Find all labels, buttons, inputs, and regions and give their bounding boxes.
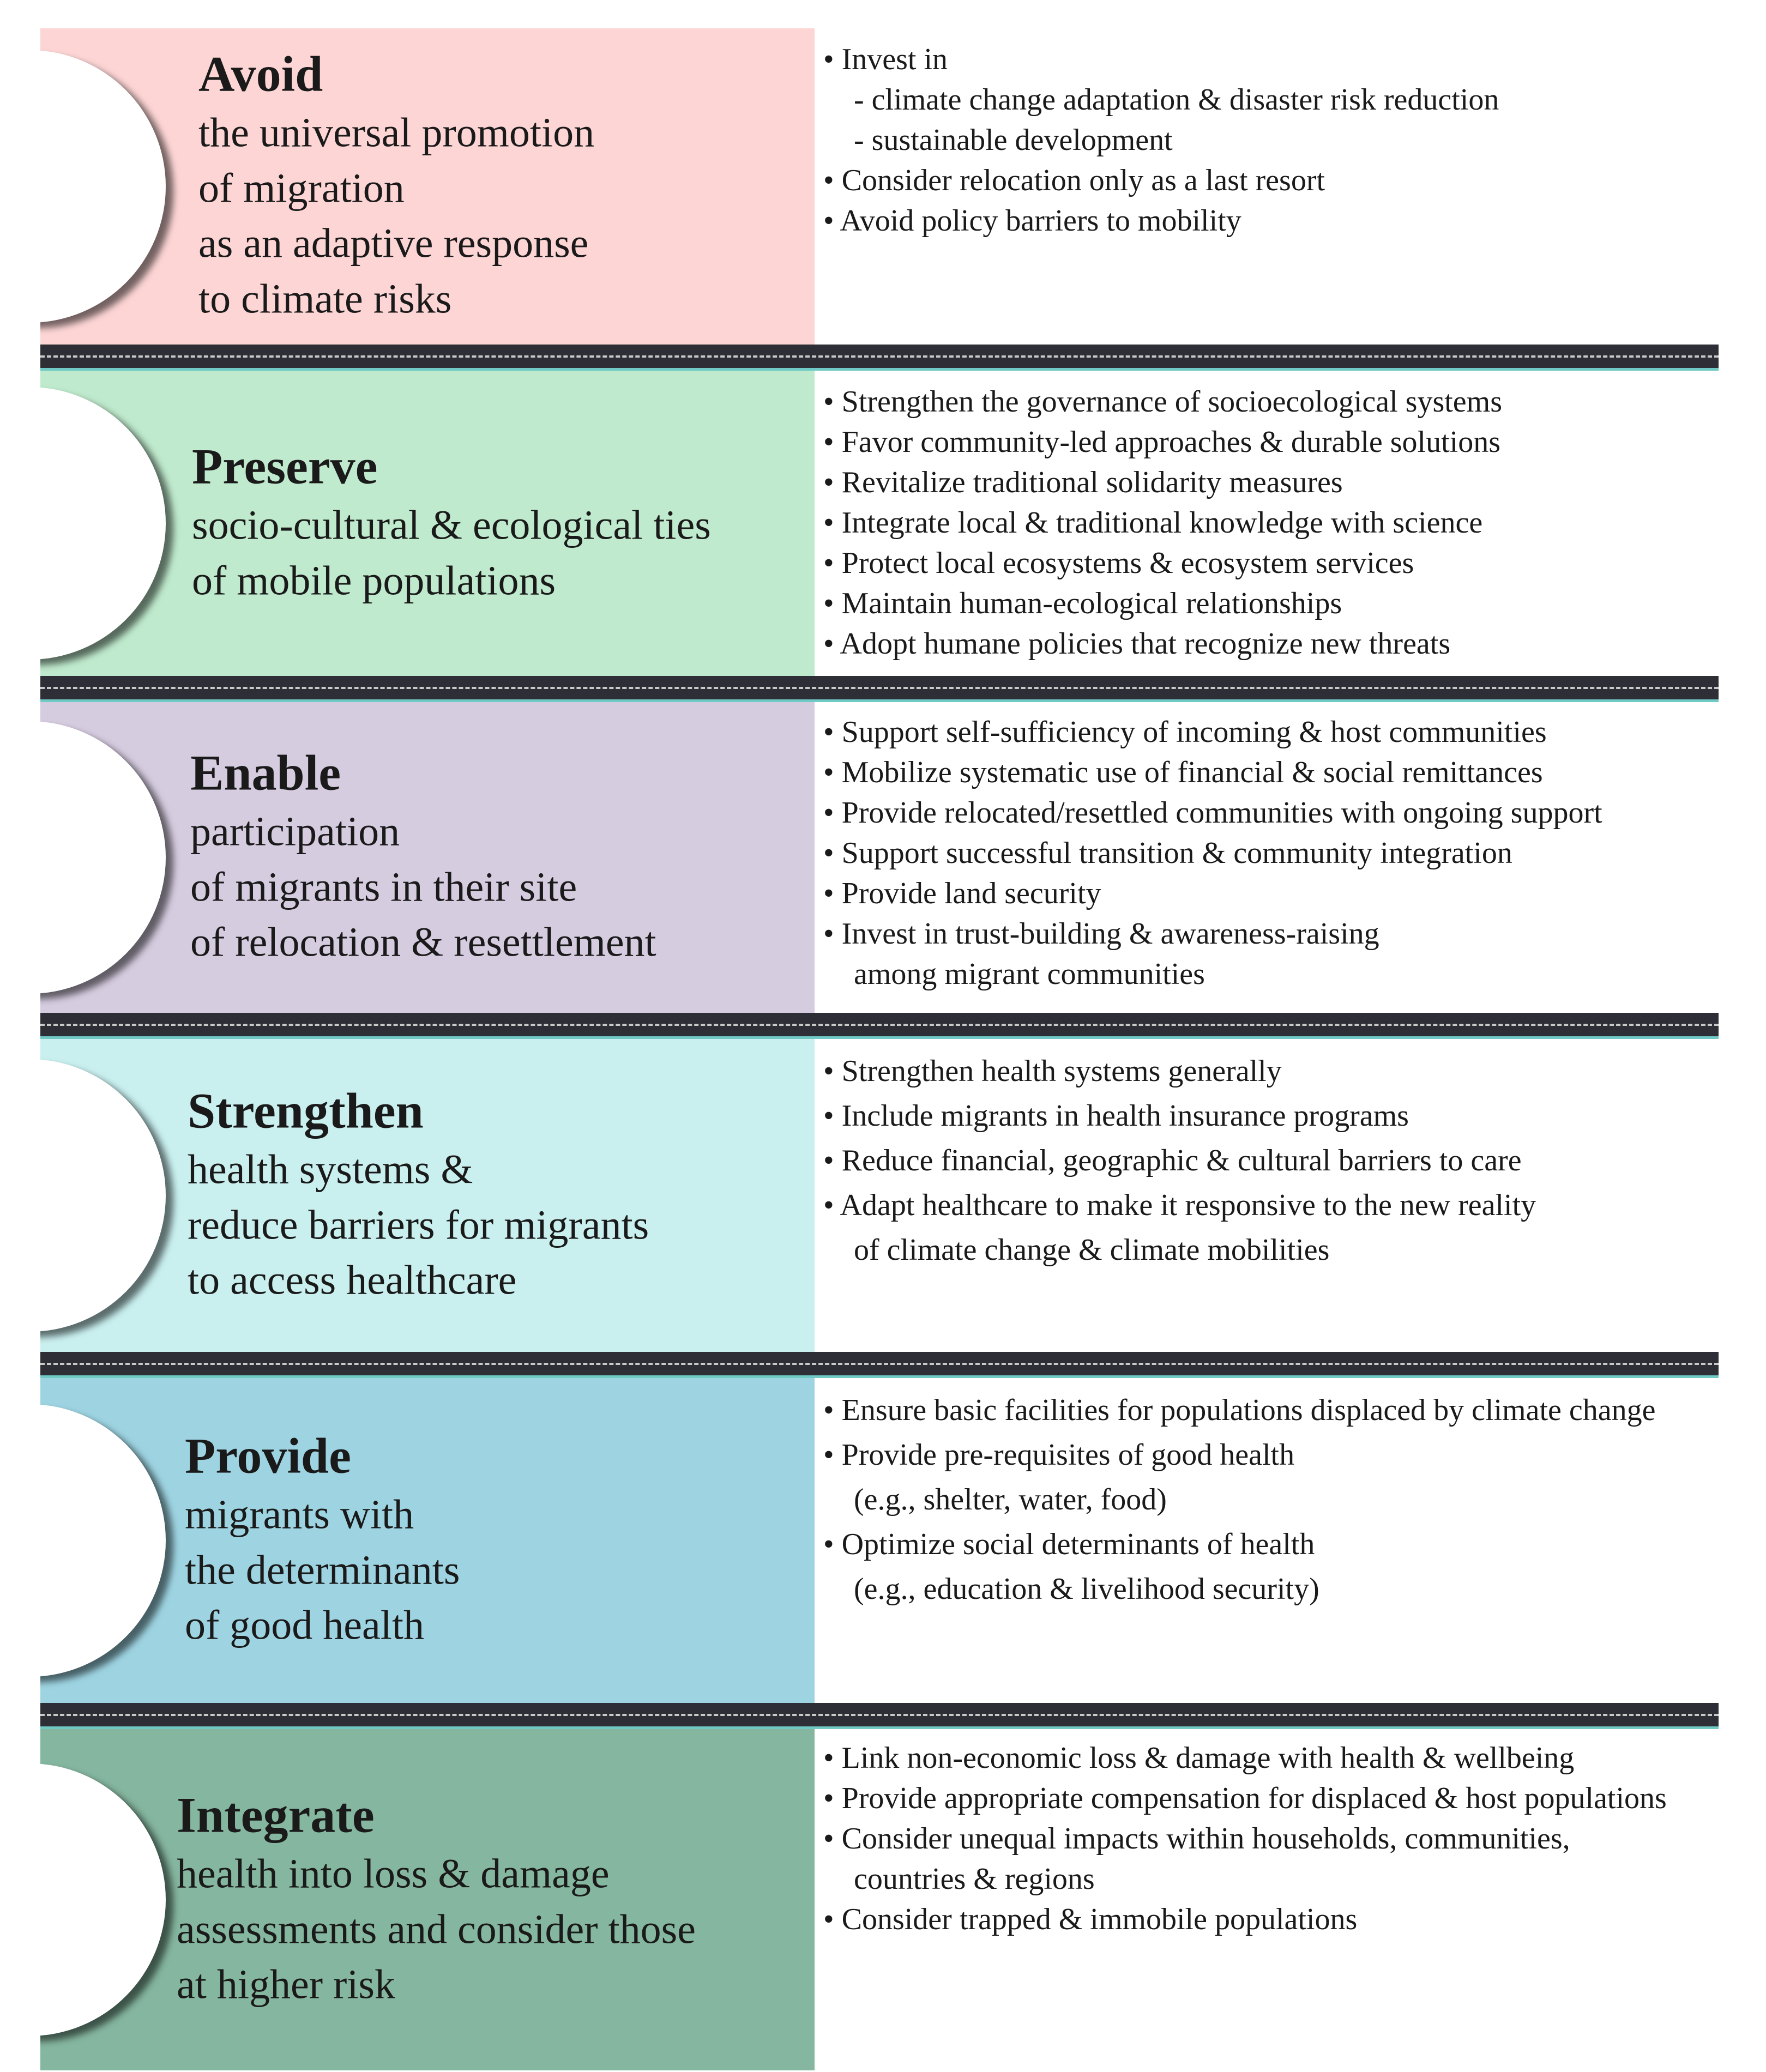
bullet-item: • Consider trapped & immobile populations xyxy=(823,1902,1358,1936)
bullet-item: • Reduce financial, geographic & cultural barriers to care xyxy=(823,1144,1522,1177)
label-preserve xyxy=(192,438,793,608)
subtitle-line: of migration xyxy=(198,165,405,212)
divider xyxy=(40,345,1719,371)
bullet-item: • Consider relocation only as a last resort xyxy=(823,164,1325,197)
panel-strengthen xyxy=(40,1039,815,1352)
bullet-item: • Strengthen the governance of socioecological systems xyxy=(823,385,1503,419)
bullet-item: • Provide relocated/resettled communities with ongoing support xyxy=(823,796,1602,830)
bullet-item: • Link non-economic loss & damage with health & wellbeing xyxy=(823,1741,1575,1775)
bullet-item: • Provide land security xyxy=(823,877,1101,910)
bullet-continuation: among migrant communities xyxy=(854,957,1205,991)
panel-avoid xyxy=(40,28,815,345)
half-circle-icon xyxy=(40,50,166,323)
bullet-continuation: countries & regions xyxy=(854,1862,1095,1896)
subtitle-line: at higher risk xyxy=(177,1961,396,2008)
bullet-item: • Adopt humane policies that recognize new threats xyxy=(823,627,1451,661)
bullet-item: • Invest in trust-building & awareness-raising xyxy=(823,917,1379,951)
bullet-item: • Invest in xyxy=(823,43,948,76)
bullets-strengthen xyxy=(815,1039,1719,1352)
row-strengthen xyxy=(40,1039,1719,1352)
label-integrate xyxy=(177,1786,793,2013)
row-title: Preserve xyxy=(192,438,378,494)
row-title: Integrate xyxy=(177,1787,375,1843)
bullet-item: • Strengthen health systems generally xyxy=(823,1054,1282,1088)
subtitle-line: health systems & xyxy=(188,1146,473,1193)
half-circle-icon xyxy=(40,1404,166,1677)
bullet-continuation: (e.g., education & livelihood security) xyxy=(854,1572,1319,1606)
label-avoid xyxy=(198,45,793,327)
subtitle-line: as an adaptive response xyxy=(198,220,589,267)
row-provide xyxy=(40,1378,1719,1703)
panel-integrate xyxy=(40,1729,815,2070)
row-subtitle xyxy=(185,1487,793,1653)
bullets-preserve xyxy=(815,371,1719,676)
panel-provide xyxy=(40,1378,815,1703)
half-circle-icon xyxy=(40,1763,166,2036)
row-avoid xyxy=(40,28,1719,345)
subtitle-line: the determinants xyxy=(185,1547,460,1593)
bullet-item: • Avoid policy barriers to mobility xyxy=(823,204,1241,238)
subtitle-line: of relocation & resettlement xyxy=(190,919,656,965)
divider xyxy=(40,1352,1719,1378)
bullet-continuation: (e.g., shelter, water, food) xyxy=(854,1483,1167,1517)
bullet-item: • Mobilize systematic use of financial & social remittances xyxy=(823,756,1543,789)
bullet-item: • Provide pre-requisites of good health xyxy=(823,1438,1295,1472)
bullet-item: • Favor community-led approaches & durable solutions xyxy=(823,425,1501,459)
half-circle-icon xyxy=(40,1059,166,1332)
row-title: Enable xyxy=(190,745,341,801)
half-circle-icon xyxy=(40,721,166,994)
subtitle-line: of good health xyxy=(185,1602,425,1648)
subtitle-line: reduce barriers for migrants xyxy=(188,1201,649,1248)
bullet-item: • Support successful transition & community integration xyxy=(823,836,1512,870)
bullet-item: • Revitalize traditional solidarity measures xyxy=(823,466,1343,499)
subtitle-line: participation xyxy=(190,808,400,855)
bullet-item: • Optimize social determinants of health xyxy=(823,1527,1315,1561)
subtitle-line: to access healthcare xyxy=(188,1257,517,1303)
subtitle-line: assessments and consider those xyxy=(177,1906,696,1952)
bullet-subitem: - sustainable development xyxy=(854,123,1173,157)
bullet-item: • Protect local ecosystems & ecosystem services xyxy=(823,546,1414,580)
row-subtitle xyxy=(177,1846,793,2013)
row-subtitle xyxy=(190,804,793,970)
divider xyxy=(40,676,1719,702)
row-integrate xyxy=(40,1729,1719,2070)
bullet-item: • Maintain human-ecological relationships xyxy=(823,587,1342,620)
row-preserve xyxy=(40,371,1719,676)
bullets-provide xyxy=(815,1378,1719,1703)
row-subtitle xyxy=(198,105,793,327)
bullet-item: • Ensure basic facilities for populations displaced by climate change xyxy=(823,1393,1656,1427)
label-strengthen xyxy=(188,1082,793,1308)
bullet-item: • Support self-sufficiency of incoming & host communities xyxy=(823,715,1547,749)
label-enable xyxy=(190,744,793,970)
bullet-item: • Provide appropriate compensation for displaced & host populations xyxy=(823,1781,1667,1815)
bullet-item: • Include migrants in health insurance programs xyxy=(823,1099,1409,1133)
subtitle-line: migrants with xyxy=(185,1491,414,1538)
row-title: Strengthen xyxy=(188,1083,424,1139)
panel-preserve xyxy=(40,371,815,676)
bullet-continuation: of climate change & climate mobilities xyxy=(854,1233,1330,1267)
subtitle-line: of migrants in their site xyxy=(190,863,577,910)
row-subtitle xyxy=(192,498,793,609)
row-enable xyxy=(40,702,1719,1013)
bullet-item: • Adapt healthcare to make it responsive to the new reality xyxy=(823,1188,1536,1222)
subtitle-line: socio-cultural & ecological ties xyxy=(192,502,711,548)
subtitle-line: to climate risks xyxy=(198,276,452,322)
divider xyxy=(40,1013,1719,1039)
bullet-subitem: - climate change adaptation & disaster risk reduction xyxy=(854,83,1499,117)
subtitle-line: of mobile populations xyxy=(192,557,556,603)
row-title: Provide xyxy=(185,1428,351,1484)
bullet-item: • Integrate local & traditional knowledge with science xyxy=(823,506,1483,540)
bullets-avoid xyxy=(815,28,1719,345)
row-title: Avoid xyxy=(198,46,323,102)
bullets-enable xyxy=(815,702,1719,1013)
row-subtitle xyxy=(188,1142,793,1308)
half-circle-icon xyxy=(40,387,166,660)
bullets-integrate xyxy=(815,1729,1719,2070)
subtitle-line: health into loss & damage xyxy=(177,1851,610,1897)
label-provide xyxy=(185,1427,793,1653)
divider xyxy=(40,1703,1719,1729)
panel-enable xyxy=(40,702,815,1013)
bullet-item: • Consider unequal impacts within households, communities, xyxy=(823,1822,1570,1856)
subtitle-line: the universal promotion xyxy=(198,110,595,156)
